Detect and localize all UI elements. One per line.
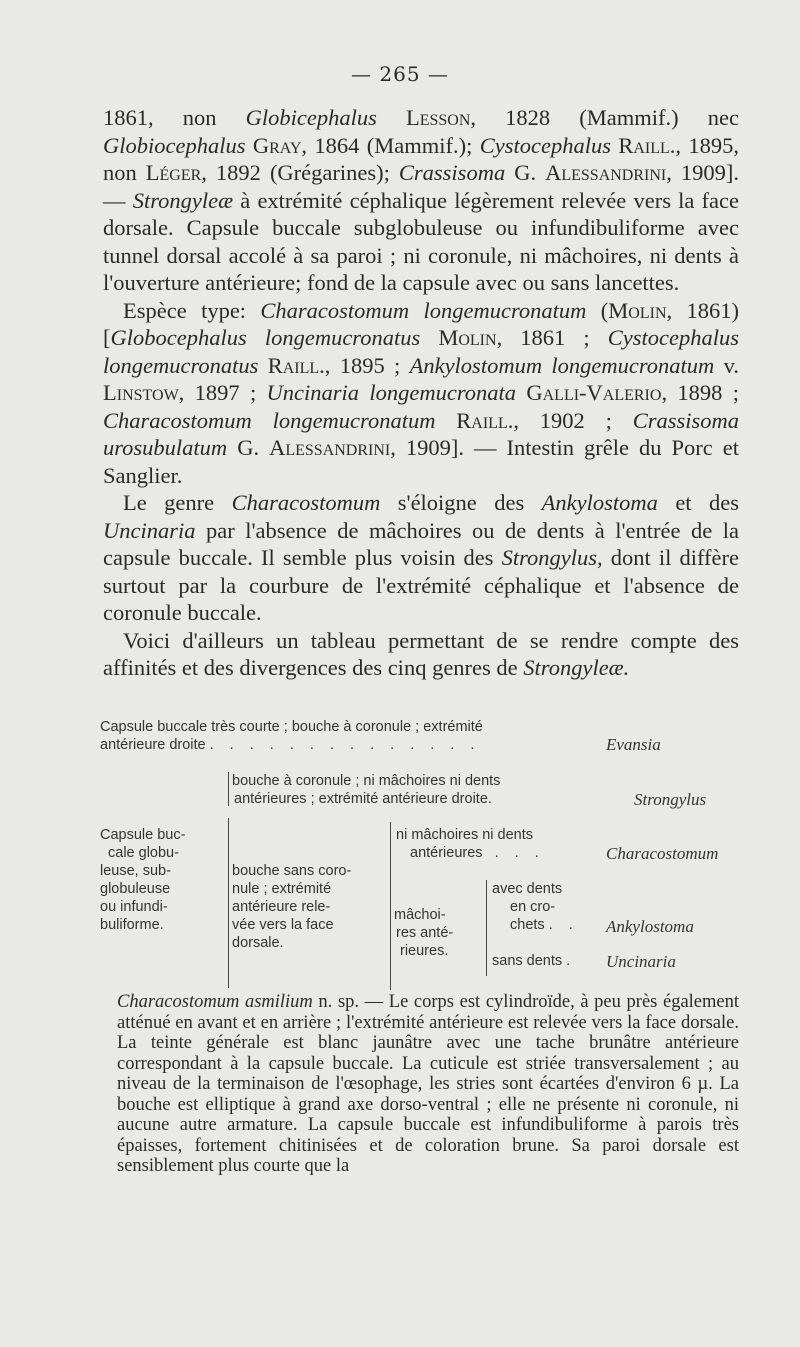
page-number: — 265 — — [351, 62, 449, 86]
key-mach-line2: res anté- — [396, 925, 454, 941]
key-row2-line1: bouche à coronule ; ni mâchoires ni dents — [232, 773, 501, 789]
paragraph-table-intro: Voici d'ailleurs un tableau permettant de se rendre compte des affinités et des divergences des cinq genres de Strongyleæ. — [103, 627, 739, 680]
brace-capsule — [228, 818, 229, 988]
key-mid-line2: nule ; extrémité — [232, 881, 332, 897]
brace-bouche — [390, 822, 391, 990]
key-mid-line5: dorsale. — [232, 935, 284, 951]
identification-key — [100, 718, 740, 988]
key-avec-line3: chets . . — [510, 917, 579, 933]
key-avec-line2: en cro- — [510, 899, 556, 915]
key-mid-line3: antérieure rele- — [232, 899, 331, 915]
key-left-line4: globuleuse — [100, 881, 171, 897]
key-left-line3: leuse, sub- — [100, 863, 171, 879]
key-left-line5: ou infundi- — [100, 899, 168, 915]
genus-ankylostoma: Ankylostoma — [606, 917, 694, 936]
key-left-line2: cale globu- — [108, 845, 179, 861]
paragraph-type-species: Espèce type: Characostomum longemucronatum (Molin, 1861) [Globocephalus longemucronatus Molin, 1861 ; Cystocephalus longemucronatus Raill., 1895 ; Ankylostomum longemucronatum v. Linstow, 1897 ; Uncinaria longemucronata Galli-Valerio, 1898 ; Characostomum longemucronatum Raill., 1902 ; Crassisoma urosubulatum G. Alessandrini, 1909]. — Intestin grêle du Porc et Sanglier. — [103, 297, 740, 488]
brace-row2 — [228, 772, 229, 806]
brace-machoires — [486, 880, 487, 976]
paragraph-genus-description: 1861, non Globicephalus Lesson, 1828 (Mammif.) nec Globiocephalus Gray, 1864 (Mammif.); Cystocephalus Raill., 1895, non Léger, 1892 (Grégarines); Crassisoma G. Alessandrini, 1909]. — Strongyleæ à extrémité céphalique légèrement relevée vers la face dorsale. Capsule buccale subglobuleuse ou infundibuliforme avec tunnel dorsal accolé à sa paroi ; ni coronule, ni mâchoires, ni dents à l'ouverture antérieure; fond de la capsule avec ou sans lancettes. — [103, 105, 740, 295]
paragraph-new-species: Characostomum asmilium n. sp. — Le corps est cylindroïde, à peu près également atténué en avant et en arrière ; l'extrémité antérieure est relevée vers la face dorsale. La teinte générale est blanc jaunâtre avec une tache brunâtre antérieure correspondant à la capsule buccale. La cuticule est striée transversalement ; au niveau de la terminaison de l'œsophage, les stries sont écartées d'environ 6 µ. La bouche est elliptique à grand axe dorso-ventral ; elle ne présente ni coronule, ni aucune autre armature. La capsule buccale est infundibuliforme à parois très épaisses, fortement chitinisées et de coloration brune. Sa paroi dorsale est sensiblement plus courte que la — [117, 992, 740, 1176]
key-r3-line2: antérieures . . . — [410, 845, 545, 861]
key-mid-line4: vée vers la face — [232, 917, 334, 933]
genus-characostomum: Characostomum — [606, 844, 719, 863]
paragraph-genus-comparison: Le genre Characostomum s'éloigne des Ankylostoma et des Uncinaria par l'absence de mâchoires ou de dents à l'entrée de la capsule buccale. Il semble plus voisin des Strongylus, dont il diffère surtout par la courbure de l'extrémité céphalique et l'absence de coronule buccale. — [103, 490, 739, 625]
key-left-line1: Capsule buc- — [100, 827, 186, 843]
key-mid-line1: bouche sans coro- — [232, 863, 352, 879]
key-avec-line1: avec dents — [492, 881, 563, 897]
genus-uncinaria: Uncinaria — [606, 952, 676, 971]
key-left-line6: buliforme. — [100, 917, 164, 933]
genus-evansia: Evansia — [606, 735, 661, 754]
key-mach-line1: mâchoi- — [394, 907, 446, 923]
key-mach-line3: rieures. — [400, 943, 449, 959]
key-row2-line2: antérieures ; extrémité antérieure droite. — [234, 791, 492, 807]
key-row1-line1: Capsule buccale très courte ; bouche à coronule ; extrémité — [100, 719, 483, 735]
species-description — [117, 992, 739, 1177]
key-sans-line: sans dents . — [492, 953, 571, 969]
key-r3-line1: ni mâchoires ni dents — [396, 827, 534, 843]
genus-strongylus: Strongylus — [634, 790, 707, 809]
key-row1-line2: antérieure droite . . . . . . . . . . . . . . — [100, 737, 481, 753]
body-text — [103, 104, 739, 682]
